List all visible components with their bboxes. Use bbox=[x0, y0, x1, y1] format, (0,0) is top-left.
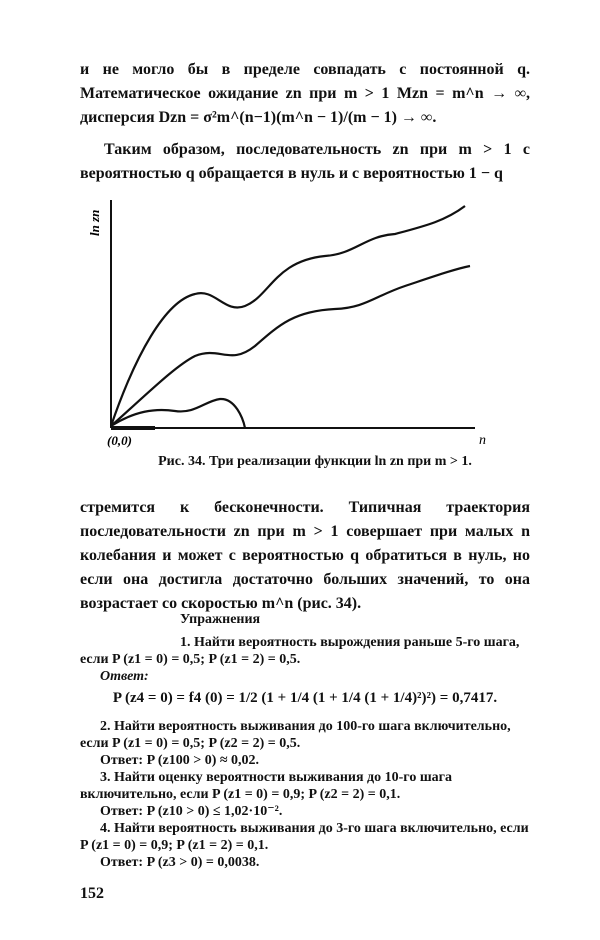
trajectories-figure bbox=[87, 196, 515, 448]
figure-caption: Рис. 34. Три реализации функции ln zn при m > 1. bbox=[158, 454, 472, 469]
exercise-1: 1. Найти вероятность вырождения раньше 5-го шага, если P (z1 = 0) = 0,5; P (z1 = 2) = 0,5. bbox=[80, 635, 520, 667]
trajectory-middle bbox=[111, 266, 470, 426]
x-axis-label: n bbox=[479, 433, 486, 448]
exercises-heading: Упражнения bbox=[180, 612, 261, 627]
page-number: 152 bbox=[80, 885, 104, 902]
paragraph-trajectory: стремится к бесконечности. Типичная траектория последовательности zn при m > 1 совершает при малых n колебания и может с вероятностью q обратиться в нуль, но если она достигла достаточно больших значений, то она возрастает со скоростью m^n (рис. 34). bbox=[80, 499, 530, 612]
origin-label: (0,0) bbox=[107, 433, 132, 448]
paragraph-intro: и не могло бы в пределе совпадать с постоянной q. Математическое ожидание zn при m > 1 Mzn = m^n → ∞, дисперсия Dzn = σ²m^(n−1)(m^n − 1)/(m − 1) → ∞. bbox=[80, 61, 530, 126]
exercise-4: 4. Найти вероятность выживания до 3-го шага включительно, если P (z1 = 0) = 0,9; P (z1 = 2) = 0,1. bbox=[80, 821, 529, 853]
exercise-3-answer: Ответ: P (z10 > 0) ≤ 1,02·10⁻². bbox=[100, 804, 283, 819]
exercise-3: 3. Найти оценку вероятности выживания до 10-го шага включительно, если P (z1 = 0) = 0,9; P (z2 = 2) = 0,1. bbox=[80, 770, 452, 802]
trajectory-extinct bbox=[111, 399, 245, 428]
exercise-4-answer: Ответ: P (z3 > 0) = 0,0038. bbox=[100, 855, 260, 870]
paragraph-conclusion: Таким образом, последовательность zn при m > 1 с вероятностью q обращается в нуль и с вероятностью 1 − q bbox=[80, 141, 530, 182]
exercise-1-answer-label: Ответ: bbox=[100, 669, 149, 684]
exercise-2: 2. Найти вероятность выживания до 100-го шага включительно, если P (z1 = 0) = 0,5; P (z2 = 2) = 0,5. bbox=[80, 719, 511, 751]
exercise-2-answer: Ответ: P (z100 > 0) ≈ 0,02. bbox=[100, 753, 260, 768]
exercise-1-formula: P (z4 = 0) = f4 (0) = 1/2 (1 + 1/4 (1 + 1/4 (1 + 1/4)²)²) = 0,7417. bbox=[112, 690, 498, 706]
trajectory-upper bbox=[111, 206, 465, 426]
y-axis-label: ln zn bbox=[87, 209, 102, 236]
